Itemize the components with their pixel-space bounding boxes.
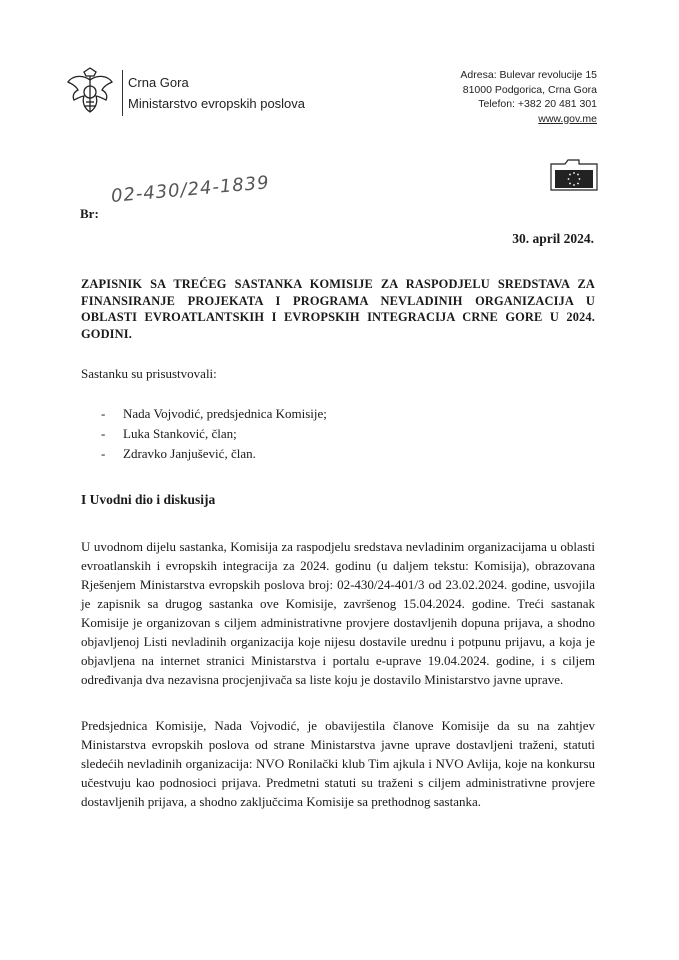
coat-of-arms-logo (64, 66, 116, 118)
address-city: 81000 Podgorica, Crna Gora (462, 83, 597, 96)
attendee-list (101, 404, 327, 464)
body-paragraph: Predsjednica Komisije, Nada Vojvodić, je obavijestila članove Komisije da su na zahtjev Ministarstva evropskih poslova od strane Ministarstva javne uprave dostavljeni traženi, statuti sledećih nevladinih organizacija: NVO Ronilački klub Tim ajkula i NVO Avlija, koje na konkursu učestvuju kao podnosioci prijava. Predmetni statuti su traženi s ciljem administrativne provjere dostavljenih prijava, a shodno zaključcima Komisije sa prethodnog sastanka. (81, 718, 595, 809)
organization-name (128, 72, 305, 114)
ministry-name: Ministarstvo evropskih poslova (128, 96, 306, 111)
reference-number-handwritten: 02-430/24-1839 (110, 172, 271, 207)
header-divider (122, 70, 123, 116)
country-name: Crna Gora (128, 75, 189, 90)
address-block (460, 68, 597, 126)
phone-number: Telefon: +382 20 481 301 (478, 98, 597, 110)
reference-label: Br: (80, 206, 99, 221)
attendee-item: - Nada Vojvodić, predsjednica Komisije; (101, 406, 327, 421)
eu-folder-icon (549, 158, 599, 192)
website-link[interactable]: www.gov.me (538, 112, 597, 125)
document-title: ZAPISNIK SA TREĆEG SASTANKA KOMISIJE ZA RASPODJELU SREDSTAVA ZA FINANSIRANJE PROJEKATA I PROGRAMA NEVLADINIH ORGANIZACIJA U OBLASTI EVROATLANTSKIH I EVROPSKIH INTEGRACIJA CRNE GORE U 2024. GODINI. (81, 277, 595, 341)
attendee-item: - Luka Stanković, član; (101, 426, 237, 441)
address-street: Adresa: Bulevar revolucije 15 (460, 69, 597, 81)
document-date: 30. april 2024. (512, 231, 594, 246)
attendance-label: Sastanku su prisustvovali: (81, 366, 217, 381)
body-paragraph: U uvodnom dijelu sastanka, Komisija za raspodjelu sredstava nevladinim organizacijama u oblasti evroatlanskih i evropskih integracija za 2024. godinu (u daljem tekstu: Komisija), obrazovana Rješenjem Ministarstva evropskih poslova broj: 02-430/24-401/3 od 23.02.2024. godine, usvojila je zapisnik sa drugog sastanka ove Komisije, završenog 15.04.2024. godine. Treći sastanak Komisije je organizovan s ciljem administrativne provjere dostavljenih dopuna prijava, a shodno objavljenoj Listi nevladinih organizacija koje nijesu dostavile urednu i potpunu prijavu, a koja je objavljena na internet stranici Ministarstva i portalu e-uprave 19.04.2024. godine, i s ciljem određivanja dva nezavisna procjenjivača sa liste koju je dostavilo Ministarstvo javne uprave. (81, 539, 595, 687)
attendee-item: - Zdravko Janjušević, član. (101, 446, 256, 461)
section-heading: I Uvodni dio i diskusija (81, 492, 216, 507)
